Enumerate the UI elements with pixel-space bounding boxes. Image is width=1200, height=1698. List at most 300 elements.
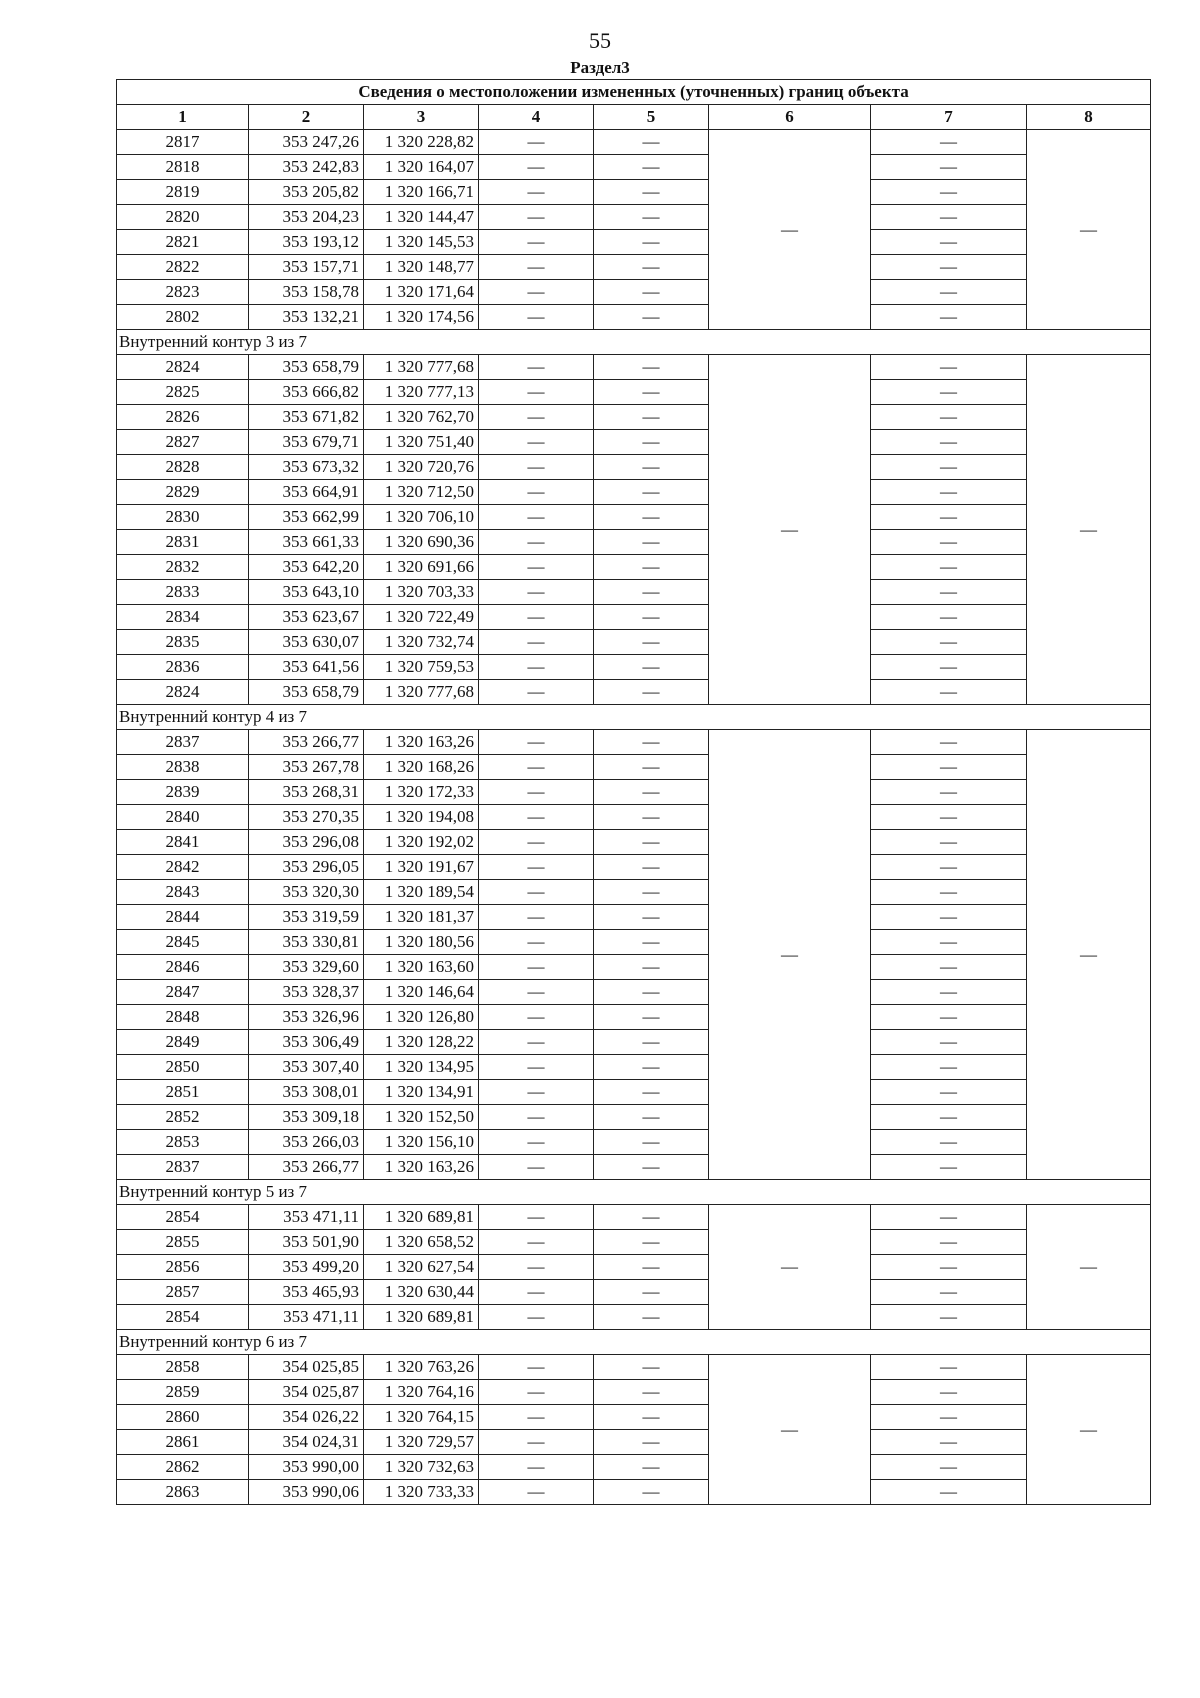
coordinate-x: 353 642,20 [249,555,364,580]
column-header-5: 5 [594,105,709,130]
point-number: 2833 [117,580,249,605]
column-5-value: — [594,1480,709,1505]
table-caption: Сведения о местоположении измененных (уточненных) границ объекта [117,80,1151,105]
column-5-value: — [594,855,709,880]
point-number: 2838 [117,755,249,780]
coordinate-y: 1 320 181,37 [364,905,479,930]
point-number: 2858 [117,1355,249,1380]
table-row [117,905,1151,930]
coordinate-x: 353 673,32 [249,455,364,480]
column-5-value: — [594,1105,709,1130]
coordinate-x: 353 326,96 [249,1005,364,1030]
coordinate-x: 353 308,01 [249,1080,364,1105]
table-row [117,1130,1151,1155]
column-4-value: — [479,780,594,805]
table-row [117,505,1151,530]
coordinate-y: 1 320 763,26 [364,1355,479,1380]
coordinate-x: 353 158,78 [249,280,364,305]
point-number: 2820 [117,205,249,230]
point-number: 2822 [117,255,249,280]
point-number: 2852 [117,1105,249,1130]
point-number: 2821 [117,230,249,255]
column-header-1: 1 [117,105,249,130]
column-7-value: — [871,230,1027,255]
column-4-value: — [479,830,594,855]
point-number: 2835 [117,630,249,655]
coordinate-y: 1 320 156,10 [364,1130,479,1155]
column-4-value: — [479,1030,594,1055]
column-5-value: — [594,1030,709,1055]
column-6-merged-value: — [709,130,871,330]
column-7-value: — [871,1355,1027,1380]
column-4-value: — [479,1280,594,1305]
column-5-value: — [594,1455,709,1480]
column-7-value: — [871,480,1027,505]
coordinate-y: 1 320 630,44 [364,1280,479,1305]
point-number: 2851 [117,1080,249,1105]
column-header-6: 6 [709,105,871,130]
column-7-value: — [871,1380,1027,1405]
point-number: 2842 [117,855,249,880]
coordinate-y: 1 320 134,95 [364,1055,479,1080]
point-number: 2850 [117,1055,249,1080]
coordinate-x: 353 499,20 [249,1255,364,1280]
coordinate-x: 353 666,82 [249,380,364,405]
column-4-value: — [479,1405,594,1430]
coordinate-y: 1 320 777,68 [364,355,479,380]
coordinate-x: 353 266,77 [249,730,364,755]
column-7-value: — [871,955,1027,980]
column-header-3: 3 [364,105,479,130]
column-4-value: — [479,1480,594,1505]
coordinate-x: 354 026,22 [249,1405,364,1430]
table-row [117,830,1151,855]
column-5-value: — [594,880,709,905]
column-4-value: — [479,1455,594,1480]
point-number: 2837 [117,730,249,755]
coordinate-x: 353 662,99 [249,505,364,530]
coordinate-y: 1 320 762,70 [364,405,479,430]
coordinate-y: 1 320 712,50 [364,480,479,505]
coordinate-y: 1 320 759,53 [364,655,479,680]
point-number: 2839 [117,780,249,805]
table-row [117,355,1151,380]
table-row [117,1255,1151,1280]
column-4-value: — [479,1430,594,1455]
point-number: 2855 [117,1230,249,1255]
column-4-value: — [479,980,594,1005]
column-4-value: — [479,180,594,205]
contour-header-row [117,705,1151,730]
table-row [117,805,1151,830]
table-row [117,930,1151,955]
column-7-value: — [871,1005,1027,1030]
table-row [117,605,1151,630]
column-4-value: — [479,805,594,830]
point-number: 2862 [117,1455,249,1480]
table-row [117,305,1151,330]
coordinate-x: 354 025,87 [249,1380,364,1405]
column-7-value: — [871,1080,1027,1105]
coordinate-x: 353 471,11 [249,1305,364,1330]
column-5-value: — [594,1355,709,1380]
column-5-value: — [594,730,709,755]
column-4-value: — [479,580,594,605]
point-number: 2854 [117,1305,249,1330]
coordinate-y: 1 320 764,16 [364,1380,479,1405]
coordinate-x: 353 307,40 [249,1055,364,1080]
column-7-value: — [871,1230,1027,1255]
table-row [117,980,1151,1005]
table-row [117,1455,1151,1480]
coordinate-y: 1 320 194,08 [364,805,479,830]
column-5-value: — [594,430,709,455]
coordinate-y: 1 320 189,54 [364,880,479,905]
table-row [117,480,1151,505]
column-5-value: — [594,505,709,530]
column-7-value: — [871,805,1027,830]
coordinate-x: 353 658,79 [249,355,364,380]
column-4-value: — [479,1080,594,1105]
column-4-value: — [479,930,594,955]
point-number: 2856 [117,1255,249,1280]
column-7-value: — [871,880,1027,905]
column-5-value: — [594,1280,709,1305]
column-7-value: — [871,180,1027,205]
coordinate-x: 353 193,12 [249,230,364,255]
column-4-value: — [479,1230,594,1255]
contour-header-row [117,1330,1151,1355]
coordinate-x: 353 471,11 [249,1205,364,1230]
column-5-value: — [594,655,709,680]
coordinate-y: 1 320 228,82 [364,130,479,155]
column-4-value: — [479,1055,594,1080]
column-5-value: — [594,455,709,480]
coordinate-y: 1 320 192,02 [364,830,479,855]
column-7-value: — [871,655,1027,680]
column-4-value: — [479,555,594,580]
point-number: 2828 [117,455,249,480]
page-number: 55 [589,28,611,53]
point-number: 2846 [117,955,249,980]
point-number: 2819 [117,180,249,205]
column-5-value: — [594,805,709,830]
column-6-merged-value: — [709,1205,871,1330]
point-number: 2824 [117,680,249,705]
column-8-merged-value: — [1027,1355,1151,1505]
column-7-value: — [871,430,1027,455]
coordinate-y: 1 320 126,80 [364,1005,479,1030]
coordinate-x: 354 025,85 [249,1355,364,1380]
coordinate-x: 353 679,71 [249,430,364,455]
coordinate-y: 1 320 163,26 [364,1155,479,1180]
coordinate-x: 353 266,77 [249,1155,364,1180]
coordinate-y: 1 320 751,40 [364,430,479,455]
column-7-value: — [871,605,1027,630]
coordinate-y: 1 320 627,54 [364,1255,479,1280]
column-4-value: — [479,880,594,905]
point-number: 2845 [117,930,249,955]
coordinate-x: 353 157,71 [249,255,364,280]
table-row [117,855,1151,880]
column-8-merged-value: — [1027,355,1151,705]
coordinate-x: 353 501,90 [249,1230,364,1255]
point-number: 2860 [117,1405,249,1430]
table-row [117,1405,1151,1430]
coordinate-x: 353 132,21 [249,305,364,330]
column-5-value: — [594,830,709,855]
coordinate-y: 1 320 174,56 [364,305,479,330]
column-5-value: — [594,280,709,305]
coordinate-y: 1 320 658,52 [364,1230,479,1255]
coordinate-x: 353 247,26 [249,130,364,155]
column-4-value: — [479,1105,594,1130]
table-row [117,755,1151,780]
table-row [117,155,1151,180]
point-number: 2853 [117,1130,249,1155]
coordinate-y: 1 320 732,74 [364,630,479,655]
column-4-value: — [479,1255,594,1280]
point-number: 2832 [117,555,249,580]
column-5-value: — [594,255,709,280]
column-7-value: — [871,1455,1027,1480]
coordinate-x: 353 664,91 [249,480,364,505]
column-7-value: — [871,530,1027,555]
column-5-value: — [594,1305,709,1330]
table-row [117,530,1151,555]
column-7-value: — [871,1480,1027,1505]
column-7-value: — [871,205,1027,230]
column-5-value: — [594,630,709,655]
coordinate-y: 1 320 722,49 [364,605,479,630]
column-4-value: — [479,1305,594,1330]
coordinate-x: 353 319,59 [249,905,364,930]
column-7-value: — [871,980,1027,1005]
column-4-value: — [479,255,594,280]
table-row [117,630,1151,655]
coordinate-y: 1 320 720,76 [364,455,479,480]
column-7-value: — [871,1130,1027,1155]
column-5-value: — [594,405,709,430]
coordinate-y: 1 320 152,50 [364,1105,479,1130]
column-4-value: — [479,280,594,305]
coordinate-x: 353 320,30 [249,880,364,905]
column-6-merged-value: — [709,730,871,1180]
point-number: 2823 [117,280,249,305]
column-7-value: — [871,1105,1027,1130]
table-row [117,1005,1151,1030]
coordinates-table [116,79,1151,1505]
column-5-value: — [594,755,709,780]
column-4-value: — [479,1380,594,1405]
column-5-value: — [594,530,709,555]
section-title: Раздел3 [570,58,630,77]
column-7-value: — [871,730,1027,755]
column-5-value: — [594,305,709,330]
coordinate-y: 1 320 144,47 [364,205,479,230]
column-7-value: — [871,255,1027,280]
column-header-8: 8 [1027,105,1151,130]
column-5-value: — [594,1055,709,1080]
coordinate-y: 1 320 148,77 [364,255,479,280]
coordinate-x: 353 641,56 [249,655,364,680]
column-5-value: — [594,930,709,955]
column-4-value: — [479,455,594,480]
coordinate-x: 353 990,06 [249,1480,364,1505]
table-row [117,380,1151,405]
column-5-value: — [594,955,709,980]
column-4-value: — [479,530,594,555]
column-4-value: — [479,355,594,380]
contour-label: Внутренний контур 3 из 7 [117,330,1151,355]
column-7-value: — [871,1055,1027,1080]
coordinate-y: 1 320 191,67 [364,855,479,880]
column-4-value: — [479,480,594,505]
column-5-value: — [594,580,709,605]
table-row [117,780,1151,805]
table-row [117,280,1151,305]
column-5-value: — [594,905,709,930]
column-5-value: — [594,780,709,805]
coordinate-y: 1 320 145,53 [364,230,479,255]
table-row [117,1205,1151,1230]
coordinate-y: 1 320 146,64 [364,980,479,1005]
column-7-value: — [871,1255,1027,1280]
column-4-value: — [479,1005,594,1030]
coordinate-x: 353 328,37 [249,980,364,1005]
column-5-value: — [594,180,709,205]
coordinate-y: 1 320 729,57 [364,1430,479,1455]
column-4-value: — [479,305,594,330]
coordinate-x: 353 309,18 [249,1105,364,1130]
column-header-4: 4 [479,105,594,130]
column-header-7: 7 [871,105,1027,130]
column-5-value: — [594,1255,709,1280]
point-number: 2841 [117,830,249,855]
column-7-value: — [871,505,1027,530]
point-number: 2830 [117,505,249,530]
point-number: 2836 [117,655,249,680]
point-number: 2848 [117,1005,249,1030]
column-4-value: — [479,405,594,430]
point-number: 2847 [117,980,249,1005]
coordinate-x: 353 266,03 [249,1130,364,1155]
table-row [117,180,1151,205]
coordinate-x: 353 267,78 [249,755,364,780]
column-header-2: 2 [249,105,364,130]
coordinate-x: 353 623,67 [249,605,364,630]
column-7-value: — [871,305,1027,330]
column-7-value: — [871,780,1027,805]
column-5-value: — [594,1230,709,1255]
point-number: 2844 [117,905,249,930]
column-4-value: — [479,230,594,255]
coordinate-x: 353 296,08 [249,830,364,855]
table-row [117,1355,1151,1380]
coordinate-y: 1 320 689,81 [364,1205,479,1230]
column-7-value: — [871,280,1027,305]
column-7-value: — [871,1155,1027,1180]
point-number: 2826 [117,405,249,430]
column-4-value: — [479,1355,594,1380]
column-4-value: — [479,605,594,630]
point-number: 2802 [117,305,249,330]
column-7-value: — [871,1430,1027,1455]
table-row [117,1155,1151,1180]
column-7-value: — [871,580,1027,605]
column-4-value: — [479,505,594,530]
point-number: 2827 [117,430,249,455]
column-4-value: — [479,430,594,455]
column-8-merged-value: — [1027,730,1151,1180]
column-5-value: — [594,1405,709,1430]
column-4-value: — [479,655,594,680]
coordinate-y: 1 320 732,63 [364,1455,479,1480]
table-row [117,205,1151,230]
coordinate-y: 1 320 171,64 [364,280,479,305]
coordinate-y: 1 320 172,33 [364,780,479,805]
column-5-value: — [594,1380,709,1405]
table-row [117,680,1151,705]
point-number: 2861 [117,1430,249,1455]
table-row [117,1280,1151,1305]
point-number: 2831 [117,530,249,555]
coordinate-x: 353 661,33 [249,530,364,555]
table-row [117,655,1151,680]
column-4-value: — [479,905,594,930]
table-row [117,1105,1151,1130]
contour-label: Внутренний контур 4 из 7 [117,705,1151,730]
coordinate-y: 1 320 163,26 [364,730,479,755]
column-7-value: — [871,1280,1027,1305]
column-6-merged-value: — [709,355,871,705]
point-number: 2825 [117,380,249,405]
point-number: 2817 [117,130,249,155]
point-number: 2840 [117,805,249,830]
column-4-value: — [479,955,594,980]
coordinate-y: 1 320 168,26 [364,755,479,780]
table-row [117,1055,1151,1080]
column-5-value: — [594,1005,709,1030]
point-number: 2837 [117,1155,249,1180]
column-4-value: — [479,205,594,230]
table-row [117,1230,1151,1255]
coordinate-x: 353 658,79 [249,680,364,705]
column-5-value: — [594,1205,709,1230]
table-row [117,230,1151,255]
column-5-value: — [594,480,709,505]
column-7-value: — [871,1405,1027,1430]
table-row [117,255,1151,280]
coordinate-x: 353 465,93 [249,1280,364,1305]
point-number: 2843 [117,880,249,905]
coordinate-y: 1 320 163,60 [364,955,479,980]
column-8-merged-value: — [1027,130,1151,330]
column-4-value: — [479,1205,594,1230]
coordinate-x: 353 630,07 [249,630,364,655]
column-4-value: — [479,680,594,705]
coordinate-x: 353 329,60 [249,955,364,980]
table-row [117,1305,1151,1330]
coordinate-y: 1 320 180,56 [364,930,479,955]
point-number: 2829 [117,480,249,505]
column-4-value: — [479,380,594,405]
column-7-value: — [871,755,1027,780]
column-4-value: — [479,1155,594,1180]
coordinate-y: 1 320 689,81 [364,1305,479,1330]
column-8-merged-value: — [1027,1205,1151,1330]
table-row [117,730,1151,755]
